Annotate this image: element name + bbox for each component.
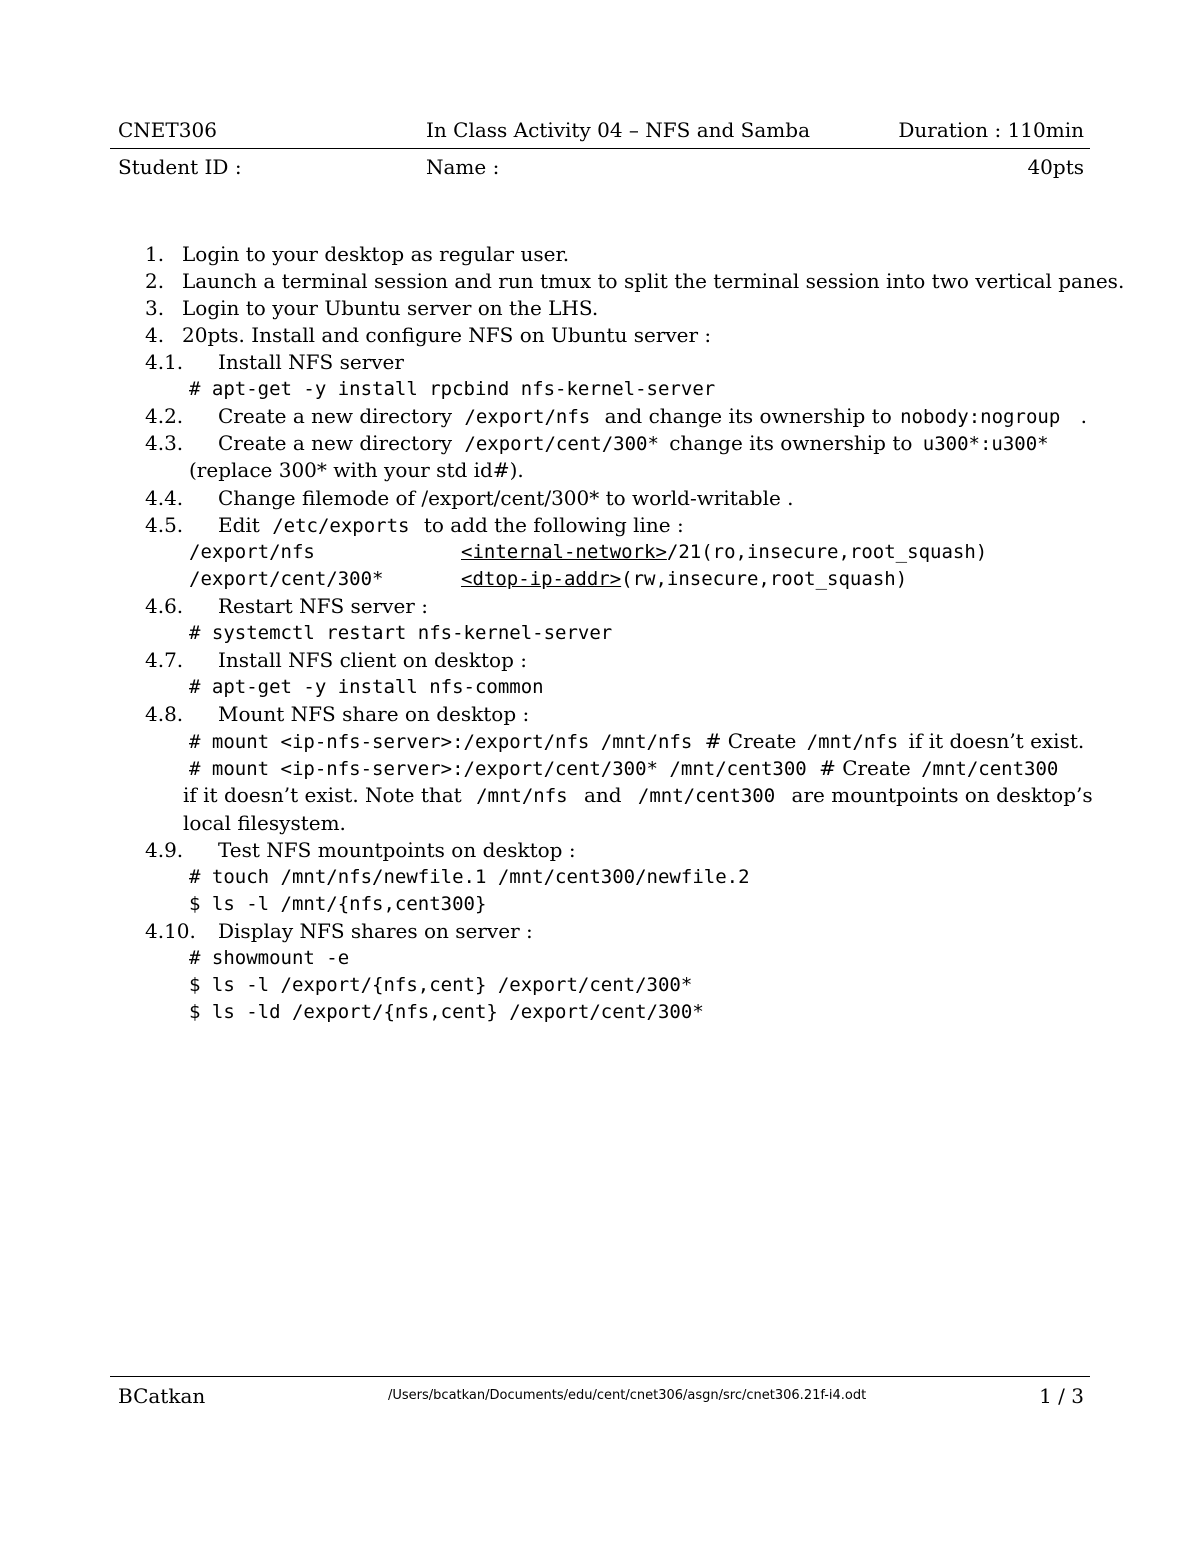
step-number: 4.2.	[145, 404, 184, 428]
text: (replace 300* with your std id#).	[189, 458, 524, 482]
step-text	[218, 512, 684, 540]
command: # touch /mnt/nfs/newfile.1 /mnt/cent300/newfile.2	[189, 866, 750, 888]
note-line	[183, 782, 1093, 810]
header-row-2	[118, 155, 1084, 181]
host-placeholder: <internal-network>	[461, 541, 667, 563]
text: Edit	[218, 513, 260, 537]
step-text: Display NFS shares on server :	[218, 919, 533, 943]
text: Create a new directory	[218, 404, 453, 428]
step-number: 3.	[145, 296, 165, 320]
text: local filesystem.	[183, 811, 346, 835]
text: are mountpoints on desktop’s	[791, 783, 1093, 807]
step-number: 4.5.	[145, 513, 184, 537]
points-total: 40pts	[1027, 155, 1084, 179]
step-number: 2.	[145, 269, 165, 293]
step-text: Login to your desktop as regular user.	[182, 242, 570, 266]
step-text	[218, 430, 1049, 458]
text: if it doesn’t exist. Note that	[183, 783, 462, 807]
path: /export/nfs	[464, 406, 591, 428]
export-host	[461, 539, 987, 566]
path: /mnt/cent300	[921, 758, 1059, 780]
path: /mnt/cent300	[637, 785, 776, 807]
step-number: 4.	[145, 323, 165, 347]
text: change its ownership to	[669, 431, 913, 455]
footer-file-path: /Users/bcatkan/Documents/edu/cent/cnet306/asgn/src/cnet306.21f-i4.odt	[388, 1388, 867, 1403]
host-placeholder: <dtop-ip-addr>	[461, 568, 622, 590]
owner: u300*:u300*	[922, 433, 1049, 455]
command-line	[189, 755, 1058, 783]
name-label: Name :	[426, 155, 500, 179]
export-options: /21(ro,insecure,root_squash)	[666, 541, 988, 563]
step-text: 20pts. Install and configure NFS on Ubuntu server :	[182, 323, 712, 347]
export-path: /export/cent/300*	[189, 568, 384, 590]
header-row-1	[118, 118, 1084, 144]
step-number: 4.4.	[145, 486, 184, 510]
command: $ ls -l /export/{nfs,cent} /export/cent/300*	[189, 974, 693, 996]
step-number: 4.6.	[145, 594, 184, 618]
export-options: (rw,insecure,root_squash)	[621, 568, 908, 590]
text: if it doesn’t exist.	[908, 729, 1085, 753]
comment: # Create	[819, 756, 911, 780]
step-number: 4.10.	[145, 919, 196, 943]
command: $ ls -ld /export/{nfs,cent} /export/cent/300*	[189, 1001, 704, 1023]
command: # apt-get -y install rpcbind nfs-kernel-server	[189, 378, 716, 400]
command: # mount <ip-nfs-server>:/export/nfs /mnt/nfs	[189, 731, 693, 753]
header-divider	[110, 148, 1090, 149]
command: # mount <ip-nfs-server>:/export/cent/300* /mnt/cent300	[189, 758, 807, 780]
command-line	[189, 728, 1084, 756]
step-text: Mount NFS share on desktop :	[218, 702, 530, 726]
step-text: Install NFS server	[218, 350, 404, 374]
document-title: In Class Activity 04 – NFS and Samba	[426, 118, 810, 142]
step-number: 4.3.	[145, 431, 184, 455]
step-text: Change filemode of /export/cent/300* to world-writable .	[218, 486, 794, 510]
step-text: Launch a terminal session and run tmux to split the terminal session into two vertical panes.	[182, 269, 1125, 293]
duration: Duration : 110min	[898, 118, 1084, 142]
command: # systemctl restart nfs-kernel-server	[189, 622, 613, 644]
step-number: 4.7.	[145, 648, 184, 672]
export-path: /export/nfs	[189, 541, 315, 563]
course-code: CNET306	[118, 118, 217, 142]
text: to add the following line :	[423, 513, 684, 537]
text: and	[583, 783, 622, 807]
export-host	[461, 566, 907, 593]
footer-divider	[110, 1376, 1090, 1377]
command: # showmount -e	[189, 947, 350, 969]
path: /etc/exports	[272, 515, 410, 537]
footer-page-number: 1 / 3	[1039, 1384, 1084, 1408]
student-id-label: Student ID :	[118, 155, 242, 179]
step-text	[218, 403, 1087, 431]
path: /mnt/nfs	[806, 731, 899, 753]
path: /mnt/nfs	[476, 785, 568, 807]
text: .	[1080, 404, 1087, 428]
command: $ ls -l /mnt/{nfs,cent300}	[189, 893, 487, 915]
comment: # Create	[704, 729, 797, 753]
text: Create a new directory	[218, 431, 453, 455]
step-number: 4.8.	[145, 702, 184, 726]
step-number: 4.9.	[145, 838, 184, 862]
step-text: Test NFS mountpoints on desktop :	[218, 838, 576, 862]
step-number: 1.	[145, 242, 165, 266]
owner: nobody:nogroup	[900, 406, 1061, 428]
path: /export/cent/300*	[464, 433, 659, 455]
step-number: 4.1.	[145, 350, 184, 374]
footer-author: BCatkan	[118, 1384, 206, 1408]
step-text: Restart NFS server :	[218, 594, 428, 618]
command: # apt-get -y install nfs-common	[189, 676, 544, 698]
step-text: Login to your Ubuntu server on the LHS.	[182, 296, 599, 320]
step-text: Install NFS client on desktop :	[218, 648, 527, 672]
text: and change its ownership to	[604, 404, 892, 428]
